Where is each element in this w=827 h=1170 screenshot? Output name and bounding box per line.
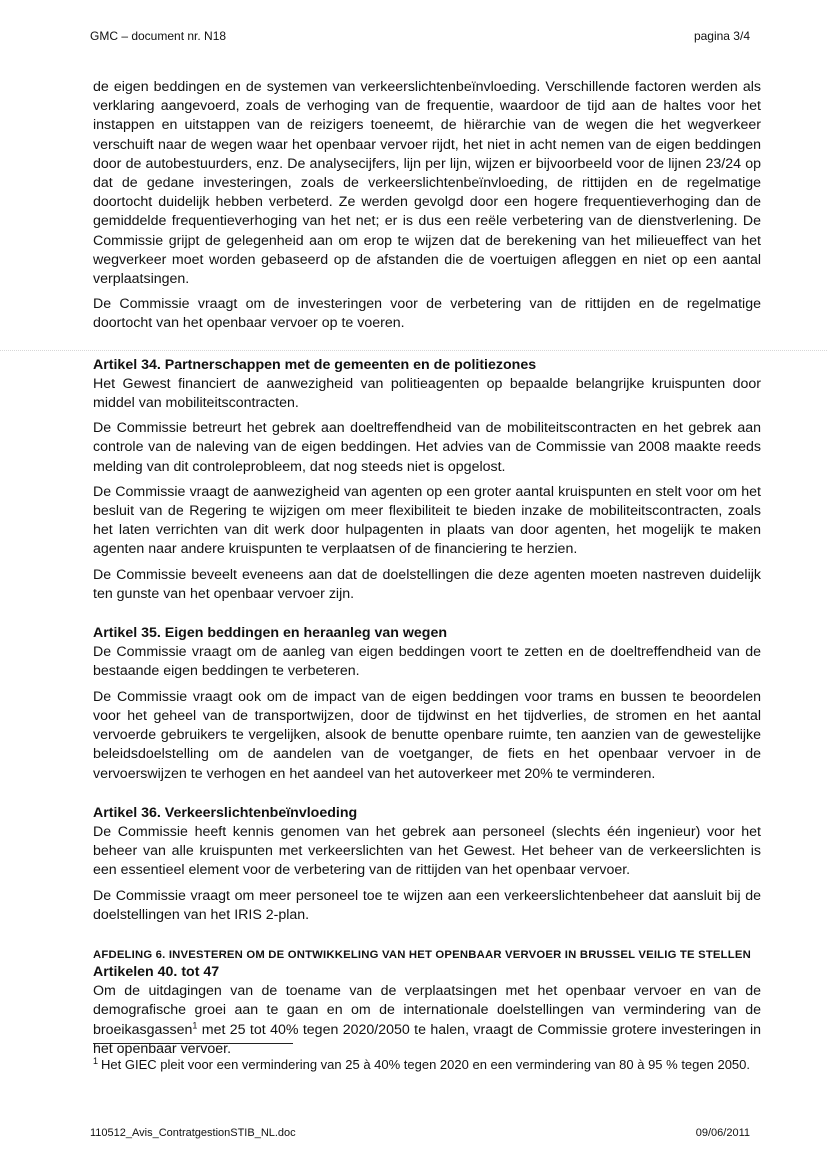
paragraph: De Commissie vraagt de aanwezigheid van agenten op een groter aantal kruispunten en stelt voor om het besluit van de Regering te wijzigen om meer flexibiliteit te bieden inzake de mobiliteitscontracten, zoals het laten verrichten van dit werk door hulpagenten in plaats van door agenten, het mogelijk te maken agenten naar andere kruispunten te verplaatsen of de financiering te herzien.: [93, 483, 761, 558]
section-6-title: AFDELING 6. INVESTEREN OM DE ONTWIKKELING VAN HET OPENBAAR VERVOER IN BRUSSEL VEILIG TE STELLEN: [93, 948, 751, 961]
page-footer: [90, 1127, 750, 1139]
footnote-text: Het GIEC pleit voor een vermindering van 25 à 40% tegen 2020 en een vermindering van 80 à 95 % tegen 2050.: [101, 1057, 750, 1072]
paragraph: Het Gewest financiert de aanwezigheid van politieagenten op bepaalde belangrijke kruispunten door middel van mobiliteitscontracten.: [93, 375, 761, 412]
articles-40-47-title: Artikelen 40. tot 47: [93, 963, 220, 980]
paragraph: De Commissie vraagt om meer personeel toe te wijzen aan een verkeerslichtenbeheer dat aansluit bij de doelstellingen van het IRIS 2-plan.: [93, 887, 761, 923]
paragraph-with-footnote: [93, 982, 761, 1059]
paragraph-text: Om de uitdagingen van de toename van de verplaatsingen met het openbaar vervoer en van de demografische groei aan te gaan en om de internationale doelstellingen van vermindering van de broeikasgassen: [93, 983, 761, 1038]
document-id: GMC – document nr. N18: [90, 29, 227, 43]
paragraph: De Commissie vraagt ook om de impact van de eigen beddingen voor trams en bussen te beoordelen voor het geheel van de transportwijzen, door de tijdwinst en het tijdverlies, de stromen en het aantal vervoerde gebruikers te vergelijken, alsook de benutte openbare ruimte, ten aanzien van de gewestelijke beleidsdoelstelling om de aandelen van de voetganger, de fiets en het openbaar vervoer in de vervoerswijzen te verhogen en het aandeel van het autoverkeer met 20% te verminderen.: [93, 688, 761, 782]
page-number: pagina 3/4: [693, 29, 750, 43]
paragraph: De Commissie heeft kennis genomen van het gebrek aan personeel (slechts één ingenieur) voor het beheer van alle kruispunten met verkeerslichten van het Gewest. Het beheer van de verkeerslichten is een essentieel element voor de verbetering van de rittijden van het openbaar vervoer.: [93, 823, 761, 879]
footnote: [93, 1052, 761, 1075]
page-header: [90, 29, 750, 43]
article-36-title: Artikel 36. Verkeerslichtenbeïnvloeding: [93, 804, 358, 821]
footnote-marker: 1: [93, 1056, 99, 1066]
footnote-separator: [93, 1043, 293, 1044]
footer-date: 09/06/2011: [695, 1127, 750, 1139]
paragraph: De Commissie beveelt eveneens aan dat de doelstellingen die deze agenten moeten nastreven duidelijk ten gunste van het openbaar vervoer zijn.: [93, 566, 761, 602]
paragraph: de eigen beddingen en de systemen van verkeerslichtenbeïnvloeding. Verschillende factoren werden als verklaring aangevoerd, zoals de verhoging van de frequentie, waardoor de tijd aan de haltes voor het instappen en uitstappen van de reizigers toeneemt, de hiërarchie van de wegen die het wegverkeer verschuift naar de wegen waar het openbaar vervoer rijdt, het niet in acht nemen van de eigen beddingen door de autobestuurders, enz. De analysecijfers, lijn per lijn, wijzen er bijvoorbeeld voor de lijnen 23/24 op dat de gedane investeringen, zoals de verkeerslichtenbeïnvloeding, de rittijden en de regelmatige doortocht duidelijk hebben verbeterd. Ze werden gevolgd door een hogere frequentieverhoging dan de gemiddelde frequentieverhoging van het net; er is dus een reële verbetering van de dienstverlening. De Commissie grijpt de gelegenheid aan om erop te wijzen dat de berekening van het milieueffect van het wegverkeer moet worden gebaseerd op de afstanden die de voertuigen afleggen en niet op een aantal verplaatsingen.: [93, 79, 761, 288]
paragraph: De Commissie vraagt om de aanleg van eigen beddingen voort te zetten en de doeltreffendheid van de bestaande eigen beddingen te verbeteren.: [93, 644, 761, 680]
paragraph: De Commissie vraagt om de investeringen voor de verbetering van de rittijden en de regelmatige doortocht van het openbaar vervoer op te voeren.: [93, 296, 761, 332]
footnote-reference[interactable]: 1: [192, 1019, 198, 1030]
paragraph-text: met 25 tot 40% tegen 2020/2050 te halen, vraagt de Commissie grotere investeringen in het openbaar vervoer.: [93, 1021, 761, 1057]
article-35-title: Artikel 35. Eigen beddingen en heraanleg van wegen: [93, 625, 447, 642]
paragraph: De Commissie betreurt het gebrek aan doeltreffendheid van de mobiliteitscontracten en het gebrek aan controle van de naleving van de eigen beddingen. Het advies van de Commissie van 2008 maakte reeds melding van dit controleprobleem, dat nog steeds niet is opgelost.: [93, 420, 761, 475]
document-body: [93, 78, 761, 1065]
footer-filename: 110512_Avis_ContratgestionSTIB_NL.doc: [90, 1127, 296, 1139]
article-34-title: Artikel 34. Partnerschappen met de gemeenten en de politiezones: [93, 356, 537, 373]
